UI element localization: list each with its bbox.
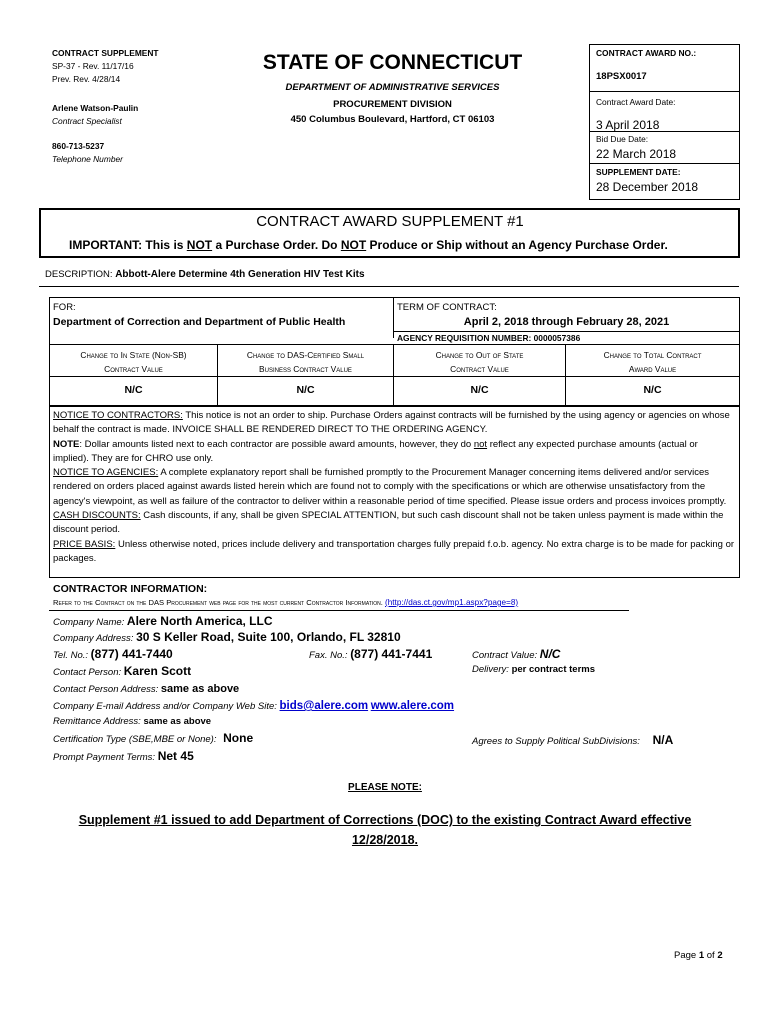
delivery: per contract terms <box>511 664 596 675</box>
description-label: DESCRIPTION: <box>45 269 113 280</box>
award-number: 18PSX0017 <box>596 71 647 82</box>
state-title: STATE OF CONNECTICUT <box>262 51 523 74</box>
contract-value: N/C <box>539 647 561 661</box>
contact-phone: 860-713-5237 <box>52 141 105 151</box>
term-label: TERM OF CONTRACT: <box>397 302 497 313</box>
please-note-heading: PLEASE NOTE: <box>348 782 422 793</box>
award-date: 3 April 2018 <box>596 118 660 132</box>
requisition-number: AGENCY REQUISITION NUMBER: 0000057386 <box>397 333 581 343</box>
delivery-row: Delivery: per contract terms <box>472 664 596 675</box>
contact-person-row: Contact Person: Karen Scott <box>53 664 192 678</box>
description-value: Abbott-Alere Determine 4th Generation HIV Test Kits <box>115 269 365 280</box>
change-in-state-value: N/C <box>124 384 143 396</box>
change-das-small-business-header: Change to DAS-Certified Small Business Contract Value <box>246 350 365 374</box>
contact-address-row: Contact Person Address: same as above <box>53 683 240 695</box>
contract-value-row: Contract Value: N/C <box>472 647 561 661</box>
division: PROCUREMENT DIVISION <box>333 99 452 110</box>
page-number: Page 1 of 2 <box>674 950 723 961</box>
form-revision: SP-37 - Rev. 11/17/16 <box>52 61 134 71</box>
company-address-row: Company Address: 30 S Keller Road, Suite 100, Orlando, FL 32810 <box>53 630 401 644</box>
change-das-small-business-value: N/C <box>296 384 315 396</box>
important-notice: IMPORTANT: This is NOT a Purchase Order. Do NOT Produce or Ship without an Agency Purchase Order. <box>69 238 668 252</box>
change-out-of-state-header: Change to Out of State Contract Value <box>435 350 524 374</box>
contact-name: Arlene Watson-Paulin <box>52 103 139 113</box>
company-name: Alere North America, LLC <box>126 614 273 628</box>
notices-text <box>53 409 735 566</box>
remittance-row: Remittance Address: same as above <box>53 716 212 727</box>
department: DEPARTMENT OF ADMINISTRATIVE SERVICES <box>285 82 500 93</box>
change-total-award-header: Change to Total Contract Award Value <box>603 350 702 374</box>
contact-phone-label: Telephone Number <box>52 154 123 164</box>
change-total-award-value: N/C <box>643 384 662 396</box>
certification-type: None <box>223 731 254 745</box>
tel-row: Tel. No.: (877) 441-7440 <box>53 647 173 661</box>
supplement-date-label: SUPPLEMENT DATE: <box>596 167 681 177</box>
change-in-state-header: Change to In State (Non-SB) Contract Value <box>80 350 187 374</box>
email-website-row: Company E-mail Address and/or Company Web Site: bids@alere.com www.alere.com <box>53 700 455 712</box>
please-note-line-2: 12/28/2018. <box>351 833 419 847</box>
company-address: 30 S Keller Road, Suite 100, Orlando, FL 32810 <box>136 630 401 644</box>
form-title: CONTRACT SUPPLEMENT <box>52 48 159 58</box>
political-subdivisions: N/A <box>652 733 674 747</box>
cash-discounts: CASH DISCOUNTS: Cash discounts, if any, shall be given SPECIAL ATTENTION, but such cash discount shall not be taken unless payment is made within the discount period. <box>53 510 724 536</box>
remittance-address: same as above <box>143 716 212 727</box>
contact-address: same as above <box>160 683 240 695</box>
contractor-refer-note: Refer to the Contract on the DAS Procurement web page for the most current Contractor Information. (http://das.ct.gov/mp1.aspx?page=8) <box>53 598 519 607</box>
description-row <box>45 269 365 280</box>
payment-terms-row: Prompt Payment Terms: Net 45 <box>53 749 194 763</box>
fax-row: Fax. No.: (877) 441-7441 <box>309 647 433 661</box>
supplement-date: 28 December 2018 <box>596 180 699 194</box>
price-basis: PRICE BASIS: Unless otherwise noted, prices include delivery and transportation charges fully prepaid f.o.b. agency. No extra charge is to be made for packing or packages. <box>53 538 735 564</box>
contact-title: Contract Specialist <box>52 116 122 126</box>
supplement-title: CONTRACT AWARD SUPPLEMENT #1 <box>256 213 524 230</box>
company-name-row: Company Name: Alere North America, LLC <box>53 614 273 628</box>
das-procurement-link[interactable]: (http://das.ct.gov/mp1.aspx?page=8) <box>384 598 519 607</box>
company-website-link[interactable]: www.alere.com <box>370 700 455 712</box>
company-email-link[interactable]: bids@alere.com <box>279 700 369 712</box>
please-note-line-1: Supplement #1 issued to add Department of Corrections (DOC) to the existing Contract Award effective <box>78 813 692 827</box>
contact-person: Karen Scott <box>123 664 192 678</box>
term-value: April 2, 2018 through February 28, 2021 <box>463 316 670 328</box>
change-out-of-state-value: N/C <box>470 384 489 396</box>
address: 450 Columbus Boulevard, Hartford, CT 06103 <box>290 114 495 125</box>
political-subdivisions-row: Agrees to Supply Political SubDivisions: N/A <box>472 733 674 747</box>
fax-number: (877) 441-7441 <box>350 647 433 661</box>
bid-due-date: 22 March 2018 <box>596 147 677 161</box>
notice-to-agencies: NOTICE TO AGENCIES: A complete explanatory report shall be furnished promptly to the Procurement Manager concerning items delivered and/or services rendered on orders placed against awards listed herein which are found not to comply with the specifications or which are otherwise unsatisfactory from the agency's viewpoint, as well as failure of the contractor to deliver within a reasonable period of time specified. Please issue orders and process invoices promptly. <box>53 467 727 507</box>
award-number-label: CONTRACT AWARD NO.: <box>596 48 697 58</box>
certification-row: Certification Type (SBE,MBE or None): None <box>53 731 254 745</box>
tel-number: (877) 441-7440 <box>90 647 173 661</box>
award-date-label: Contract Award Date: <box>596 97 676 107</box>
dollar-amount-note: NOTE: Dollar amounts listed next to each contractor are possible award amounts, however, they do not reflect any expected purchase amounts (actual or implied). They are for CHRO use only. <box>53 438 698 464</box>
payment-terms: Net 45 <box>157 749 194 763</box>
notice-to-contractors: NOTICE TO CONTRACTORS: This notice is not an order to ship. Purchase Orders against contracts will be furnished by the using agency or agencies on whose behalf the contract is made. INVOICE SHALL BE RENDERED DIRECT TO THE ORDERING AGENCY. <box>53 410 730 436</box>
for-label: FOR: <box>53 302 76 313</box>
bid-due-label: Bid Due Date: <box>596 134 649 144</box>
form-previous-revision: Prev. Rev. 4/28/14 <box>52 74 121 84</box>
contractor-info-heading: CONTRACTOR INFORMATION: <box>53 583 208 595</box>
for-value: Department of Correction and Department of Public Health <box>53 316 346 328</box>
